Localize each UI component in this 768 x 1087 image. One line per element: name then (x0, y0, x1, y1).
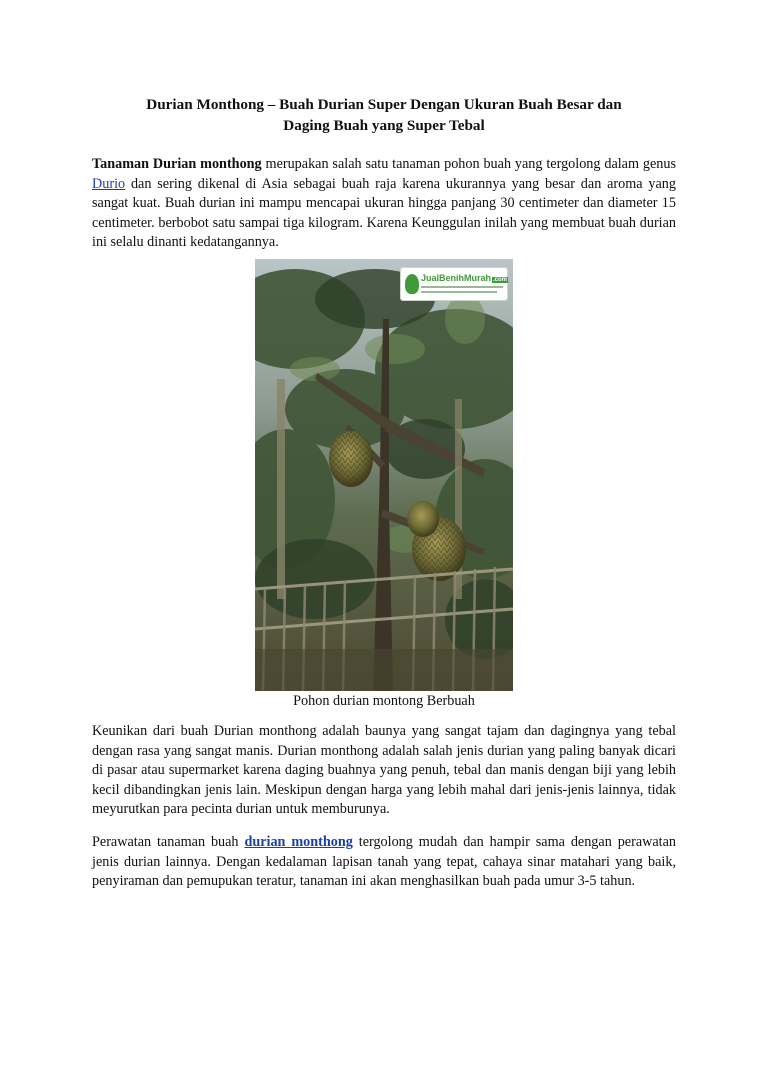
paragraph-uniqueness: Keunikan dari buah Durian monthong adalah baunya yang sangat tajam dan dagingnya yang tebal dengan rasa yang sangat manis. Durian monthong adalah salah jenis durian yang paling banyak dicari di pasar atau supermarket karena daging buahnya yang penuh, tebal dan manis dengan biji yang lebih kecil dibandingkan jenis lain. Meskipun dengan harga yang lebih mahal dari jenis-jenis lainnya, tidak meyurutkan para pecinta durian untuk memburunya. (92, 723, 676, 818)
durian-tree-photo (255, 259, 513, 691)
paragraph-care (92, 833, 676, 892)
article-title (92, 94, 676, 136)
care-text-b: tergolong mudah dan hampir sama dengan perawatan jenis durian lainnya. Dengan kedalaman lapisan tanah yang tepat, cahaya sinar matahari yang baik, penyiraman dan pemupukan teratur, tanaman ini akan menghasilkan buah pada umur 3-5 tahun. (92, 834, 676, 890)
image-caption: Pohon durian montong Berbuah (293, 693, 475, 709)
intro-text-b: dan sering dikenal di Asia sebagai buah raja karena ukurannya yang besar dan aroma yang sangat kuat. Buah durian ini mampu mencapai ukuran hingga panjang 30 centimeter dan diameter 15 centimeter. berbobot satu sampai tiga kilogram. Karena Keunggulan inilah yang membuat buah durian ini selalu dinanti kedatangannya. (92, 175, 676, 251)
leaf-icon (405, 274, 419, 294)
watermark-brand: JualBenihMurah (421, 273, 492, 283)
watermark-logo (400, 267, 508, 301)
intro-text-a: merupakan salah satu tanaman pohon buah yang tergolong dalam genus (261, 156, 676, 172)
durian-monthong-link[interactable]: durian monthong (244, 834, 353, 850)
title-line-1: Durian Monthong – Buah Durian Super Dengan Ukuran Buah Besar dan (146, 96, 622, 113)
bold-lead: Tanaman Durian monthong (92, 156, 262, 172)
paragraph-intro (92, 155, 676, 253)
watermark-suffix: .com (493, 277, 508, 283)
care-text-a: Perawatan tanaman buah (92, 834, 245, 850)
durio-link[interactable]: Durio (92, 175, 126, 192)
title-line-2: Daging Buah yang Super Tebal (283, 117, 485, 134)
